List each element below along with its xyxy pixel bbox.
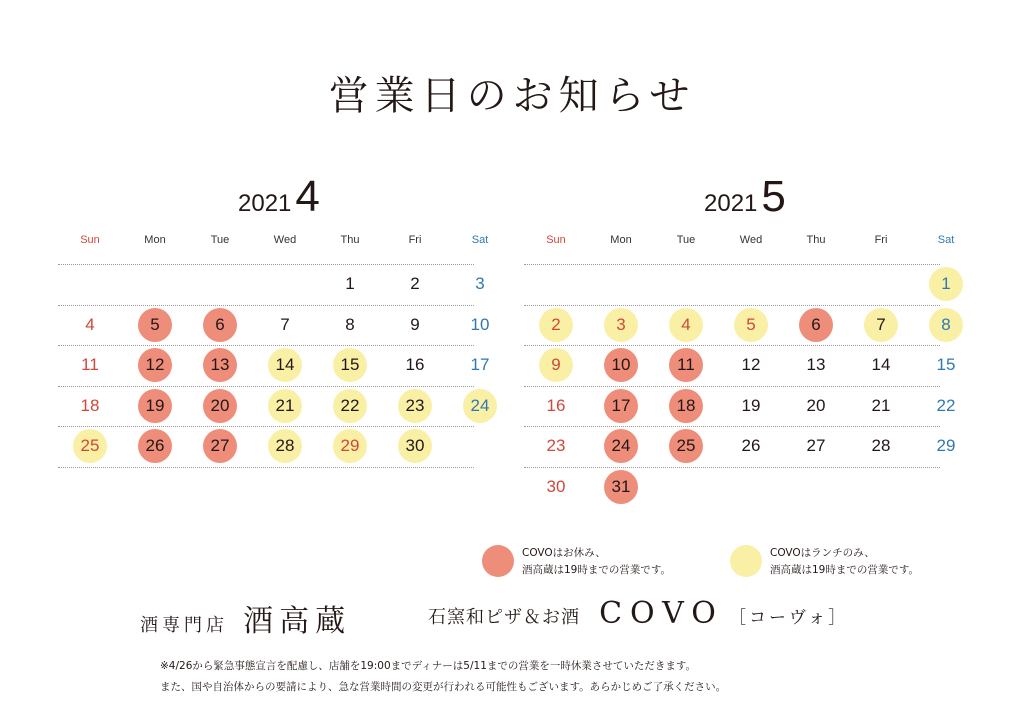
calendar-day: 26 — [741, 436, 761, 455]
weekday-tue: Tue — [210, 234, 230, 246]
weekday-wed: Wed — [273, 234, 297, 246]
row-divider — [58, 305, 474, 306]
row-divider — [58, 426, 474, 427]
shop-type: 酒専門店 — [140, 615, 228, 636]
calendar-day: 29 — [333, 429, 367, 463]
legend-line: COVOはランチのみ、 — [770, 547, 875, 559]
legend-line: 酒高蔵は19時までの営業です。 — [522, 564, 672, 576]
calendar-day: 21 — [871, 395, 891, 415]
weekday-sun: Sun — [80, 234, 100, 246]
calendar-day: 26 — [138, 429, 172, 463]
legend-text — [522, 545, 671, 579]
calendar-day: 3 — [604, 308, 638, 342]
weekday-thu: Thu — [806, 234, 826, 246]
calendar-day: 1 — [345, 274, 355, 293]
calendar-day: 11 — [81, 355, 99, 374]
calendar-day: 15 — [333, 348, 367, 382]
weekday-tue: Tue — [676, 234, 696, 246]
calendar-day: 6 — [203, 308, 237, 342]
row-divider — [524, 467, 940, 468]
calendar-day: 22 — [936, 395, 956, 415]
calendar-day: 21 — [268, 389, 302, 423]
calendar-day: 14 — [268, 348, 302, 382]
weekday-sun: Sun — [546, 234, 566, 246]
calendar-day: 15 — [936, 355, 956, 374]
calendar-day: 4 — [85, 314, 95, 334]
weekday-fri: Fri — [408, 234, 422, 246]
calendar-day: 9 — [539, 348, 573, 382]
calendar-day: 4 — [669, 308, 703, 342]
calendar-day: 3 — [475, 274, 485, 293]
calendar-header — [704, 172, 786, 222]
weekday-sat: Sat — [471, 234, 489, 246]
calendar-day: 31 — [604, 470, 638, 504]
shop-type: 石窯和ピザ＆お酒 — [428, 607, 580, 628]
calendar-day: 20 — [203, 389, 237, 423]
row-divider — [58, 467, 474, 468]
brand-covo — [428, 596, 848, 631]
weekday-mon: Mon — [144, 234, 166, 246]
calendar-day: 12 — [138, 348, 172, 382]
row-divider — [524, 305, 940, 306]
calendar-header — [238, 172, 320, 222]
calendar-day: 24 — [604, 429, 638, 463]
legend-line: 酒高蔵は19時までの営業です。 — [770, 564, 920, 576]
calendar-day: 19 — [741, 395, 761, 415]
calendar-day: 7 — [864, 308, 898, 342]
weekday-thu: Thu — [340, 234, 360, 246]
calendar-day: 18 — [669, 389, 703, 423]
notice-line: ※4/26から緊急事態宣言を配慮し、店舗を19:00までディナーは5/11までの営業を一時休業させていただきます。 — [160, 660, 697, 672]
calendar-day: 5 — [138, 308, 172, 342]
calendar-day: 13 — [203, 348, 237, 382]
calendar-day: 25 — [73, 429, 107, 463]
shop-name: 酒高蔵 — [243, 604, 352, 639]
calendar-day: 17 — [470, 355, 490, 374]
calendar-day: 16 — [546, 395, 566, 415]
calendar-day: 23 — [546, 436, 566, 455]
calendar-day: 28 — [871, 436, 891, 455]
calendar-day: 28 — [268, 429, 302, 463]
calendar-month: 4 — [295, 172, 320, 221]
calendar-day: 30 — [398, 429, 432, 463]
calendar-day: 27 — [806, 436, 826, 455]
page-title: 営業日のお知らせ — [328, 73, 696, 119]
calendar-day: 10 — [604, 348, 638, 382]
row-divider — [58, 264, 474, 265]
lunch-swatch — [730, 545, 762, 577]
weekday-fri: Fri — [874, 234, 888, 246]
calendar-day: 2 — [539, 308, 573, 342]
row-divider — [58, 345, 474, 346]
shop-name: COVO — [599, 596, 724, 631]
row-divider — [524, 264, 940, 265]
calendar-day: 29 — [936, 436, 956, 455]
calendar-year: 2021 — [704, 190, 758, 217]
notice — [160, 656, 726, 698]
calendar-day: 1 — [929, 267, 963, 301]
calendar-day: 12 — [741, 355, 761, 374]
calendar-day: 8 — [929, 308, 963, 342]
calendar-day: 24 — [463, 389, 497, 423]
calendar-day: 17 — [604, 389, 638, 423]
calendar-day: 25 — [669, 429, 703, 463]
calendar-day: 18 — [80, 395, 100, 415]
calendar-day: 16 — [405, 355, 425, 374]
calendar-day: 22 — [333, 389, 367, 423]
weekday-wed: Wed — [739, 234, 763, 246]
calendar-day: 9 — [410, 314, 420, 334]
calendar-month: 5 — [761, 172, 786, 221]
calendar-day: 6 — [799, 308, 833, 342]
shop-reading: ［コーヴォ］ — [728, 608, 849, 628]
calendar-day: 13 — [806, 355, 826, 374]
calendar-day: 8 — [345, 314, 355, 334]
calendar-day: 30 — [546, 476, 566, 496]
row-divider — [524, 386, 940, 387]
row-divider — [524, 345, 940, 346]
calendar-day: 20 — [806, 395, 826, 415]
calendar-day: 5 — [734, 308, 768, 342]
brand-sake-takakura — [140, 596, 351, 640]
notice-line: また、国や自治体からの要請により、急な営業時間の変更が行われる可能性もございます。あらかじめご了承ください。 — [160, 681, 727, 693]
row-divider — [58, 386, 474, 387]
legend-line: COVOはお休み、 — [522, 547, 606, 559]
calendar-day: 14 — [871, 355, 891, 374]
closed-swatch — [482, 545, 514, 577]
calendar-day: 7 — [280, 314, 290, 334]
calendar-day: 2 — [410, 274, 420, 293]
legend-text — [770, 545, 919, 579]
weekday-sat: Sat — [937, 234, 955, 246]
calendar-day: 27 — [203, 429, 237, 463]
row-divider — [524, 426, 940, 427]
calendar-year: 2021 — [238, 190, 292, 217]
calendar-day: 19 — [138, 389, 172, 423]
calendar-day: 23 — [398, 389, 432, 423]
calendar-day: 11 — [669, 348, 703, 382]
weekday-mon: Mon — [610, 234, 632, 246]
calendar-day: 10 — [470, 314, 490, 334]
